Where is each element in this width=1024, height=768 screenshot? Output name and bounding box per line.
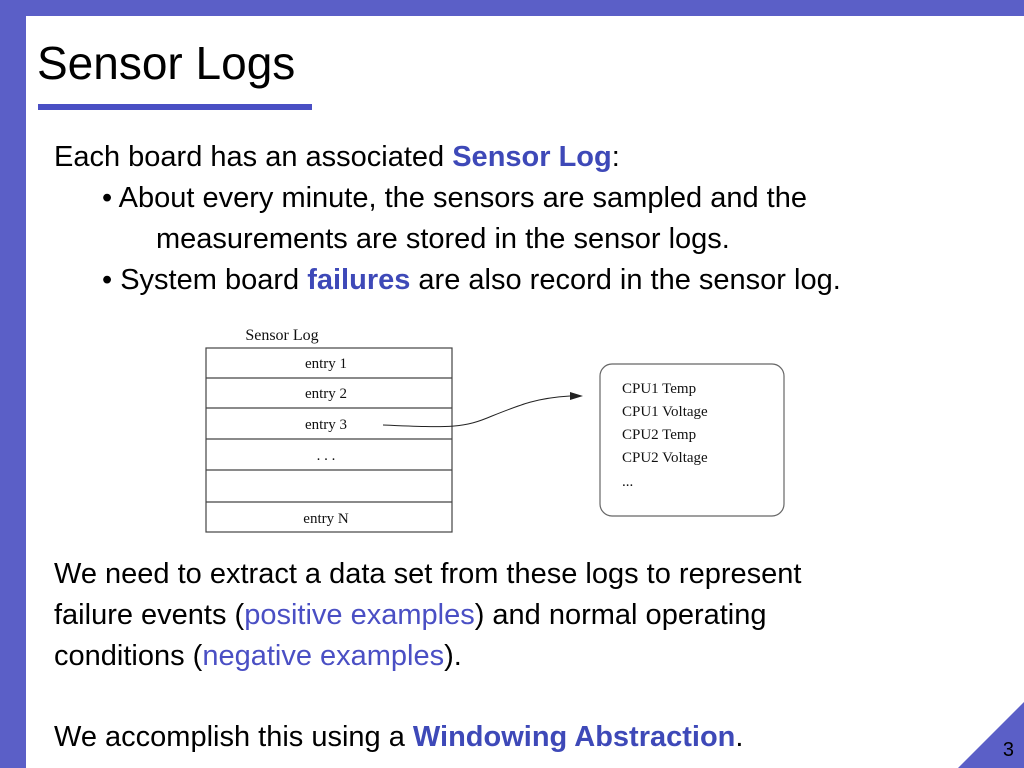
closing-prefix: We accomplish this using a bbox=[54, 721, 413, 753]
paragraph-line-3-prefix: conditions ( bbox=[54, 640, 203, 672]
detail-item: CPU1 Voltage bbox=[622, 404, 708, 420]
bullet-1 bbox=[102, 184, 807, 213]
intro-prefix: Each board has an associated bbox=[54, 141, 453, 173]
corner-accent bbox=[958, 702, 1024, 768]
paragraph-line-1: We need to extract a data set from these logs to represent bbox=[54, 558, 802, 590]
closing-suffix: . bbox=[735, 721, 744, 753]
positive-examples-term: positive examples bbox=[244, 599, 475, 631]
detail-item: ... bbox=[622, 474, 634, 490]
slide-title: Sensor Logs bbox=[37, 37, 296, 89]
page-number: 3 bbox=[1002, 739, 1014, 761]
log-table bbox=[206, 348, 452, 532]
sensor-log-diagram bbox=[202, 316, 802, 556]
intro-line bbox=[54, 143, 620, 172]
detail-item: CPU2 Temp bbox=[622, 427, 697, 443]
bullet-1-continuation: measurements are stored in the sensor logs. bbox=[156, 223, 730, 255]
slide bbox=[26, 16, 1024, 768]
log-entry: entry 2 bbox=[304, 386, 348, 402]
intro-suffix: : bbox=[611, 141, 620, 173]
bullet-2-suffix: are also record in the sensor log. bbox=[410, 264, 841, 296]
closing-line bbox=[54, 723, 743, 752]
detail-item: CPU1 Temp bbox=[622, 381, 697, 397]
windowing-abstraction-term: Windowing Abstraction bbox=[412, 721, 736, 753]
arrow-head bbox=[570, 392, 583, 400]
paragraph-line-3 bbox=[54, 642, 462, 671]
bullet-marker: • bbox=[102, 264, 113, 296]
log-entry: entry N bbox=[303, 511, 349, 527]
bullet-2-prefix: System board bbox=[120, 264, 308, 296]
bullet-1-line1: About every minute, the sensors are sampled and the bbox=[118, 182, 807, 214]
paragraph-line-2 bbox=[54, 601, 767, 630]
log-title: Sensor Log bbox=[245, 327, 319, 344]
paragraph-line-2-prefix: failure events ( bbox=[54, 599, 245, 631]
sensor-log-term: Sensor Log bbox=[452, 141, 612, 173]
negative-examples-term: negative examples bbox=[202, 640, 445, 672]
paragraph-line-2-suffix: ) and normal operating bbox=[474, 599, 767, 631]
paragraph-line-3-suffix: ). bbox=[444, 640, 462, 672]
bullet-2 bbox=[102, 266, 841, 295]
title-underline bbox=[38, 104, 312, 110]
log-entry: entry 1 bbox=[304, 356, 348, 372]
failures-term: failures bbox=[307, 264, 411, 296]
log-entry: entry 3 bbox=[304, 417, 348, 433]
detail-item: CPU2 Voltage bbox=[622, 450, 708, 466]
bullet-marker: • bbox=[102, 182, 113, 214]
log-entry: . . . bbox=[316, 448, 336, 464]
